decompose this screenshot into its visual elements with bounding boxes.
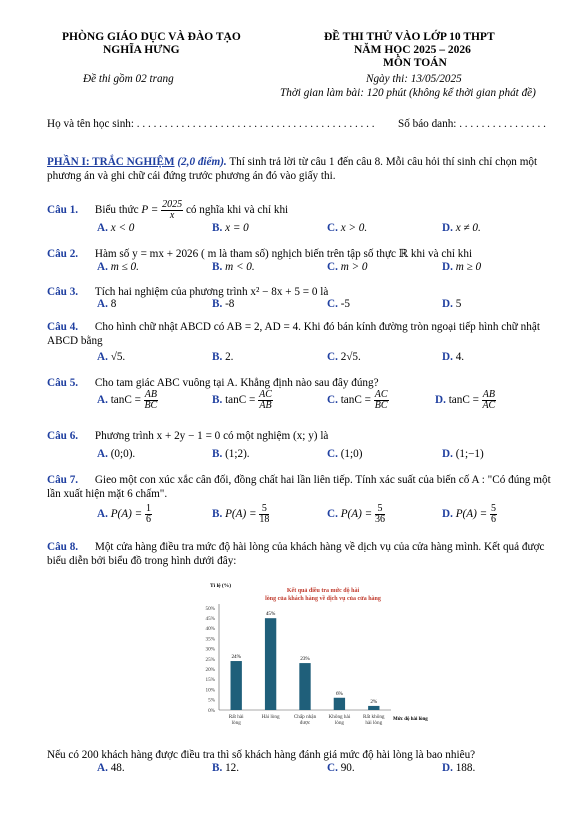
- chart-category-label: hài lòng: [365, 720, 383, 726]
- chart-ytick-label: 25%: [205, 656, 215, 663]
- q5-option-c[interactable]: C. tanC = $\frac{AC}{BC}$: [327, 389, 388, 411]
- chart-ytick-label: 15%: [205, 677, 215, 684]
- q8-followup: Nếu có 200 khách hàng được điều tra thì số khách hàng đánh giá mức độ hài lòng là bao nhiêu?: [47, 749, 476, 761]
- q2-option-a[interactable]: A. m ≤ 0.: [97, 261, 139, 273]
- chart-data-label: 6%: [335, 690, 343, 697]
- chart-ytick-label: 10%: [205, 687, 215, 694]
- q7-option-b[interactable]: B. P(A) = $\frac{5}{18}$: [212, 503, 270, 525]
- question-1: [47, 200, 560, 221]
- chart-ytick-label: 30%: [205, 646, 215, 653]
- question-6: Câu 6. Phương trình x + 2y − 1 = 0 có một nghiệm (x; y) là: [47, 430, 329, 442]
- chart-bar: [299, 663, 310, 710]
- satisfaction-chart: [195, 578, 457, 738]
- chart-category-label: Rất hài: [228, 714, 244, 720]
- q6-option-a[interactable]: A. (0;0).: [97, 448, 136, 460]
- chart-category-label: Chấp nhận: [293, 714, 317, 720]
- q8-option-a[interactable]: A. 48.: [97, 762, 125, 774]
- chart-data-label: 2%: [370, 698, 378, 705]
- q5-option-a[interactable]: A. tanC = $\frac{AB}{BC}$: [97, 389, 158, 411]
- q3-option-d[interactable]: D. 5: [442, 298, 462, 310]
- dept-name: PHÒNG GIÁO DỤC VÀ ĐÀO TẠO: [62, 31, 241, 43]
- chart-ytick-label: 45%: [205, 616, 215, 622]
- question-4: Câu 4. Cho hình chữ nhật ABCD có AB = 2, AD = 4. Khi đó bán kính đường tròn ngoại tiếp hình chữ nhật ABCD bằng: [47, 321, 540, 347]
- q5-option-d[interactable]: D. tanC = $\frac{AB}{AC}$: [435, 389, 496, 411]
- chart-ytick-label: 20%: [205, 667, 215, 673]
- chart-ytick-label: 0%: [208, 707, 215, 714]
- chart-data-label: 23%: [300, 656, 310, 663]
- q1-fraction: $\frac{2025}{x}$: [162, 199, 183, 221]
- q6-option-c[interactable]: C. (1;0): [327, 448, 363, 460]
- question-7: Câu 7. Gieo một con xúc xắc cân đối, đồng chất hai lần liên tiếp. Tính xác suất của biến cố A : "Có đúng một lần xuất hiện mặt 6 chấm".: [47, 474, 551, 500]
- q2-option-b[interactable]: B. m < 0.: [212, 261, 255, 273]
- q2-option-c[interactable]: C. m > 0: [327, 261, 368, 273]
- q5-option-b[interactable]: B. tanC = $\frac{AC}{AB}$: [212, 389, 272, 411]
- q1-number: Câu 1.: [47, 204, 79, 217]
- question-8: Câu 8. Một cửa hàng điều tra mức độ hài lòng của khách hàng về dịch vụ của cửa hàng mình. Kết quả được biểu diễn bởi biểu đồ trong hình dưới đây:: [47, 541, 545, 567]
- question-2: Câu 2. Hàm số y = mx + 2026 ( m là tham số) nghịch biến trên tập số thực ℝ khi và chỉ khi: [47, 248, 473, 260]
- chart-data-label: 45%: [265, 611, 276, 618]
- question-3: Câu 3. Tích hai nghiệm của phương trình x² − 8x + 5 = 0 là: [47, 286, 329, 298]
- q1-lhs: P =: [141, 204, 159, 217]
- chart-category-label: Hài lòng: [261, 714, 280, 720]
- chart-category-label: lòng: [231, 720, 241, 726]
- q1-option-a[interactable]: A. x < 0: [97, 222, 135, 234]
- chart-bar: [231, 661, 242, 710]
- q8-option-d[interactable]: D. 188.: [442, 762, 476, 774]
- chart-bar: [265, 618, 276, 710]
- q1-option-c[interactable]: C. x > 0.: [327, 222, 368, 234]
- section-instructions: Thí sinh trả lời từ câu 1 đến câu 8. Mỗi câu hỏi thí sinh chỉ chọn một phương án và ghi chữ cái đứng trước phương án đó vào giấy thi.: [47, 156, 538, 182]
- q1-post: có nghĩa khi và chỉ khi: [185, 204, 289, 217]
- q8-option-c[interactable]: C. 90.: [327, 762, 355, 774]
- q3-option-c[interactable]: C. -5: [327, 298, 351, 310]
- chart-title-line2: lòng của khách hàng về dịch vụ của cửa hàng: [265, 596, 381, 602]
- chart-category-label: lòng: [334, 720, 345, 726]
- exam-title: ĐỀ THI THỬ VÀO LỚP 10 THPT: [324, 31, 495, 43]
- chart-ytick-label: 35%: [205, 636, 215, 643]
- q1-pre: Biểu thức: [94, 204, 139, 217]
- q6-option-d[interactable]: D. (1;−1): [442, 448, 484, 460]
- question-5: Câu 5. Cho tam giác ABC vuông tại A. Khẳng định nào sau đây đúng?: [47, 377, 379, 389]
- exam-date: Ngày thi: 13/05/2025: [366, 73, 462, 85]
- q7-option-d[interactable]: D. P(A) = $\frac{5}{6}$: [442, 503, 496, 525]
- section-header: [47, 155, 560, 183]
- q2-option-d[interactable]: D. m ≥ 0: [442, 261, 482, 273]
- chart-category-label: được: [299, 720, 311, 726]
- page-count: Đề thi gồm 02 trang: [83, 73, 174, 85]
- chart-ytick-label: 5%: [208, 697, 215, 704]
- chart-bar: [368, 706, 379, 710]
- q4-option-a[interactable]: A. √5.: [97, 351, 126, 363]
- school-year: NĂM HỌC 2025 – 2026: [354, 44, 471, 56]
- q4-option-c[interactable]: C. 2√5.: [327, 351, 361, 363]
- chart-category-label: Không hài: [328, 714, 351, 720]
- q8-option-b[interactable]: B. 12.: [212, 762, 240, 774]
- q6-option-b[interactable]: B. (1;2).: [212, 448, 250, 460]
- q3-option-b[interactable]: B. -8: [212, 298, 235, 310]
- student-name-field: Họ và tên học sinh: . . . . . . . . . . . . . . . . . . . . . . . . . . . . . . . . . . . . . . . . . . .: [47, 118, 375, 130]
- q1-option-b[interactable]: B. x = 0: [212, 222, 249, 234]
- chart-bar: [334, 698, 345, 710]
- chart-title-line1: Kết quả điều tra mức độ hài: [286, 588, 360, 594]
- district-name: NGHĨA HƯNG: [103, 44, 180, 56]
- section-title: PHẦN I: TRẮC NGHIỆM: [47, 156, 175, 168]
- chart-ytick-label: 50%: [205, 605, 215, 612]
- chart-ylabel: Tỉ lệ (%): [210, 583, 232, 589]
- q4-option-d[interactable]: D. 4.: [442, 351, 465, 363]
- subject: MÔN TOÁN: [383, 57, 447, 69]
- student-id-field: Số báo danh: . . . . . . . . . . . . . . . .: [398, 118, 546, 130]
- q7-option-a[interactable]: A. P(A) = $\frac{1}{6}$: [97, 503, 151, 525]
- section-points: (2,0 điểm).: [177, 156, 227, 168]
- chart-category-label: Rất không: [363, 714, 385, 720]
- exam-duration: Thời gian làm bài: 120 phút (không kể thời gian phát đề): [280, 87, 536, 99]
- q3-option-a[interactable]: A. 8: [97, 298, 117, 310]
- chart-data-label: 24%: [231, 654, 241, 661]
- q1-option-d[interactable]: D. x ≠ 0.: [442, 222, 481, 234]
- q7-option-c[interactable]: C. P(A) = $\frac{5}{36}$: [327, 503, 385, 525]
- chart-ytick-label: 40%: [205, 626, 215, 633]
- q4-option-b[interactable]: B. 2.: [212, 351, 234, 363]
- chart-xlabel: Mức độ hài lòng: [393, 717, 428, 722]
